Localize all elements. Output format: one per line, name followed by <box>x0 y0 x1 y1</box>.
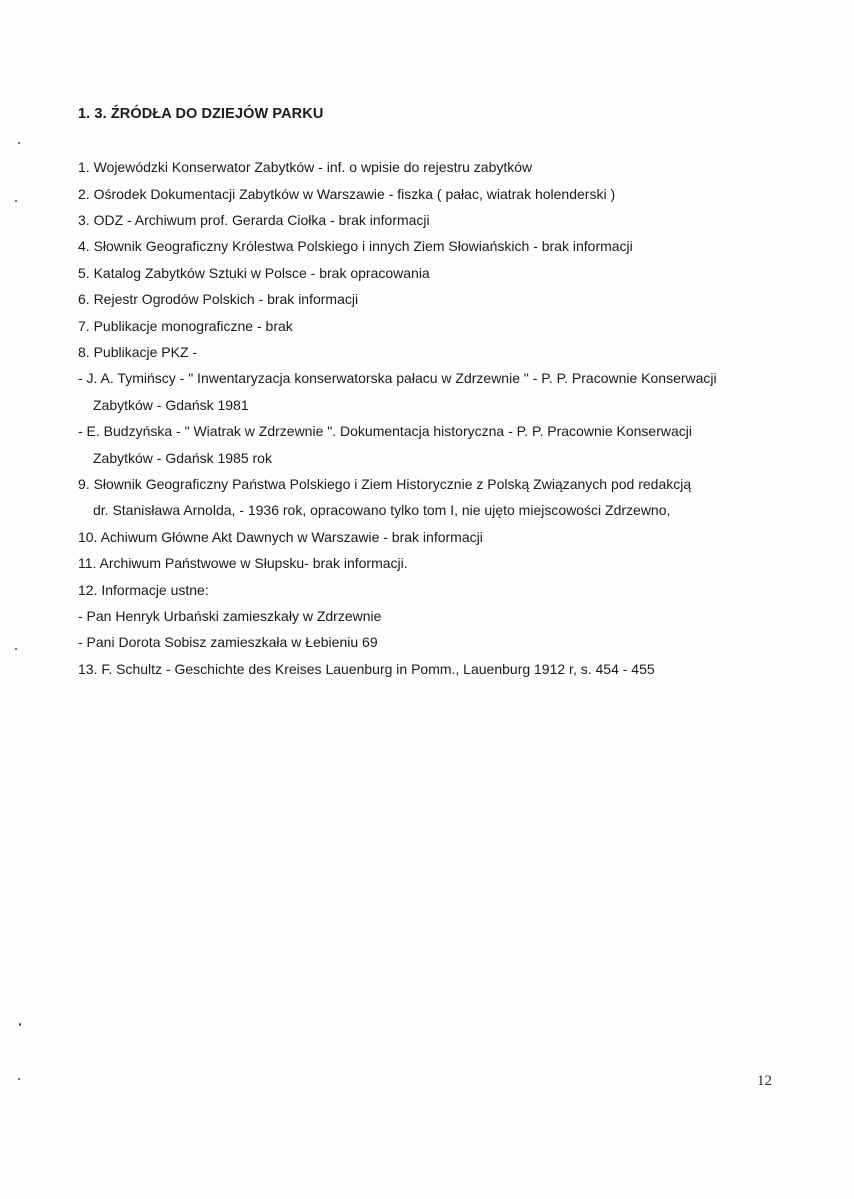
source-item-8: 8. Publikacje PKZ - <box>78 344 198 360</box>
source-item-10: 10. Achiwum Główne Akt Dawnych w Warszawie - brak informacji <box>78 529 483 545</box>
source-item-9: 9. Słownik Geograficzny Państwa Polskiego i Ziem Historycznie z Polską Związanych pod redakcją <box>78 476 692 492</box>
source-item-6: 6. Rejestr Ogrodów Polskich - brak informacji <box>78 291 359 307</box>
scan-speck <box>18 1078 20 1080</box>
source-item-3: 3. ODZ - Archiwum prof. Gerarda Ciołka - brak informacji <box>78 212 430 228</box>
section-heading: 1. 3. ŹRÓDŁA DO DZIEJÓW PARKU <box>78 106 324 122</box>
source-subitem-8a-cont: Zabytków - Gdańsk 1981 <box>93 397 249 413</box>
page-number: 12 <box>757 1073 772 1089</box>
source-item-7: 7. Publikacje monograficzne - brak <box>78 318 293 334</box>
source-item-1: 1. Wojewódzki Konserwator Zabytków - inf. o wpisie do rejestru zabytków <box>78 159 533 175</box>
source-item-11: 11. Archiwum Państwowe w Słupsku- brak informacji. <box>78 555 408 571</box>
source-item-12: 12. Informacje ustne: <box>78 582 209 598</box>
source-subitem-12b: - Pani Dorota Sobisz zamieszkała w Łebieniu 69 <box>78 634 378 650</box>
source-subitem-8a: - J. A. Tymińscy - " Inwentaryzacja konserwatorska pałacu w Zdrzewnie " - P. P. Pracownie Konserwacji <box>78 370 717 386</box>
source-subitem-12a: - Pan Henryk Urbański zamieszkały w Zdrzewnie <box>78 608 382 624</box>
scan-speck <box>18 142 20 144</box>
source-item-2: 2. Ośrodek Dokumentacji Zabytków w Warszawie - fiszka ( pałac, wiatrak holenderski ) <box>78 186 616 202</box>
source-subitem-8b: - E. Budzyńska - " Wiatrak w Zdrzewnie ". Dokumentacja historyczna - P. P. Pracownie Konserwacji <box>78 423 692 439</box>
source-subitem-8b-cont: Zabytków - Gdańsk 1985 rok <box>93 450 272 466</box>
scan-speck <box>15 200 17 202</box>
source-item-5: 5. Katalog Zabytków Sztuki w Polsce - brak opracowania <box>78 265 430 281</box>
source-item-4: 4. Słownik Geograficzny Królestwa Polskiego i innych Ziem Słowiańskich - brak informacji <box>78 238 633 254</box>
source-item-9-cont: dr. Stanisława Arnolda, - 1936 rok, opracowano tylko tom I, nie ujęto miejscowości Zdrzewno, <box>93 502 671 518</box>
scan-speck <box>19 1023 21 1026</box>
scan-speck <box>15 648 17 650</box>
source-item-13: 13. F. Schultz - Geschichte des Kreises Lauenburg in Pomm., Lauenburg 1912 r, s. 454 - 455 <box>78 661 655 677</box>
